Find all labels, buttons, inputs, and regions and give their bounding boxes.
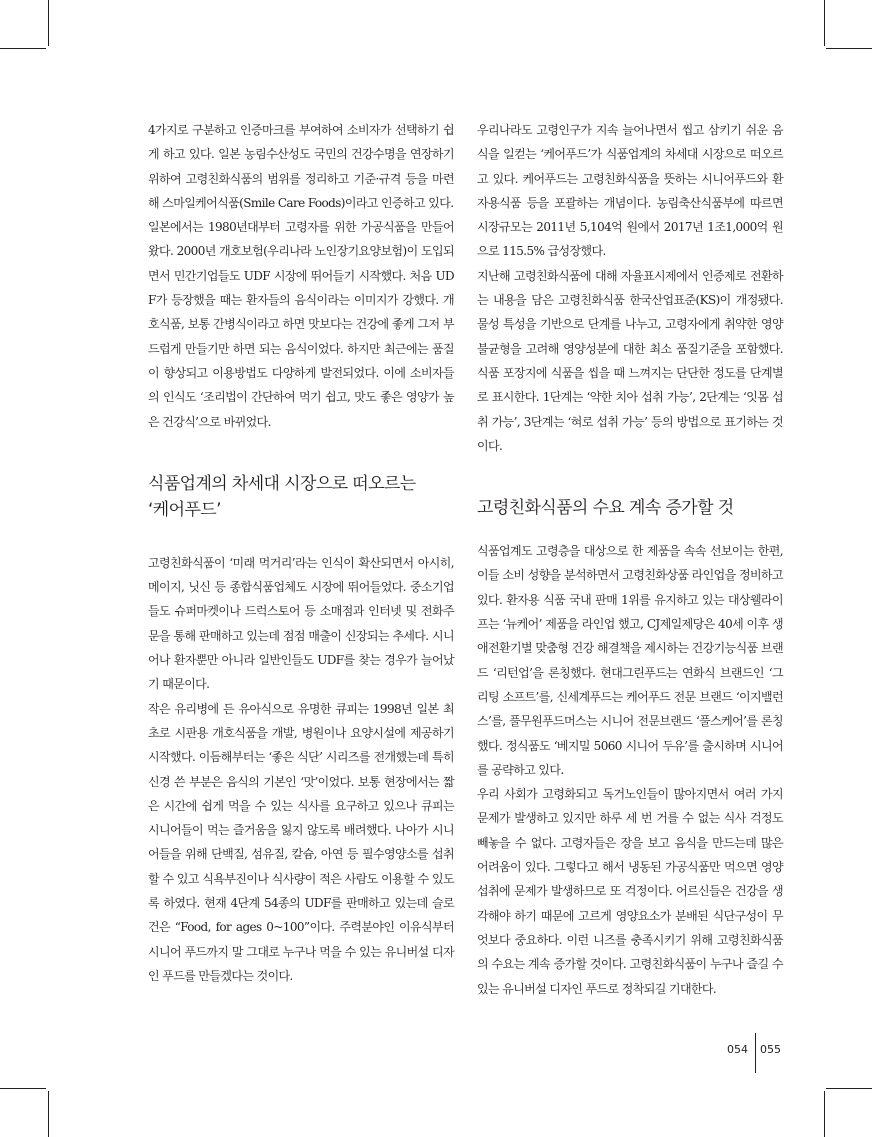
crop-mark bbox=[0, 1088, 46, 1089]
heading-line: ‘케어푸드’ bbox=[148, 499, 221, 520]
crop-mark bbox=[824, 1091, 825, 1137]
body-paragraph: 고령친화식품이 ‘미래 먹거리’라는 인식이 확산되면서 아시히, 메이지, 닛신 등 종합식품업체도 시장에 뛰어들었다. 중소기업들도 슈퍼마켓이나 드럭스토어 등 소매점과 인터넷 및 전화주문을 통해 판매하고 있는데 점점 매출이 신장되는 추세다. 시니어나 환자뿐만 아니라 일반인들도 UDF를 찾는 경우가 늘어났기 때문이다. bbox=[148, 555, 454, 692]
crop-mark bbox=[0, 48, 46, 49]
crop-mark bbox=[48, 1091, 49, 1137]
heading-line: 식품업계의 차세대 시장으로 떠오르는 bbox=[148, 473, 416, 494]
crop-mark bbox=[826, 48, 872, 49]
body-paragraph: 4가지로 구분하고 인증마크를 부여하여 소비자가 선택하기 쉽게 하고 있다. 일본 농림수산성도 국민의 건강수명을 연장하기 위하여 고령친화식품의 범위를 정리하고 기준·규격 등을 마련해 스마일케어식품(Smile Care Foods)이라고 인증하고 있다. bbox=[148, 123, 454, 210]
body-paragraph: 우리 사회가 고령화되고 독거노인들이 많아지면서 여러 가지 문제가 발생하고 있지만 하루 세 번 거를 수 없는 식사 걱정도 빼놓을 수 없다. 고령자들은 장을 보고 음식을 만드는데 많은 어려움이 있다. 그렇다고 해서 냉동된 가공식품만 먹으면 영양섭취에 문제가 발생하므로 또 걱정이다. 어르신들은 건강을 생각해야 하기 때문에 고르게 영양요소가 분배된 식단구성이 무엇보다 중요하다. 이런 니즈를 충족시키기 위해 고령친화식품의 수요는 계속 증가할 것이다. 고령친화식품이 누구나 즐길 수 있는 유니버설 디자인 푸드로 정착되길 기대한다. bbox=[477, 787, 783, 996]
section-heading: 고령친화식품의 수요 계속 증가할 것 bbox=[477, 498, 734, 519]
body-paragraph: 일본에서는 1980년대부터 고령자를 위한 가공식품을 만들어왔다. 2000년 개호보험(우리나라 노인장기요양보험)이 도입되면서 민간기업들도 UDF 시장에 뛰어들기 시작했다. 처음 UDF가 등장했을 때는 환자들의 음식이라는 이미지가 강했다. 개호식품, 보통 간병식이라고 하면 맛보다는 건강에 좋게 그저 부드럽게 만들기만 하면 되는 음식이었다. 하지만 최근에는 품질이 향상되고 이용방법도 다양하게 발전되었다. 이에 소비자들의 인식도 ‘조리법이 간단하여 먹기 쉽고, 맛도 좋은 영양가 높은 건강식’으로 바뀌었다. bbox=[148, 220, 454, 429]
body-paragraph: 우리나라도 고령인구가 지속 늘어나면서 씹고 삼키기 쉬운 음식을 일컫는 ‘케어푸드’가 식품업계의 차세대 시장으로 떠오르고 있다. 케어푸드는 고령친화식품을 뜻하는 시니어푸드와 환자용식품 등을 포괄하는 개념이다. 농림축산식품부에 따르면 시장규모는 2011년 5,104억 원에서 2017년 1조1,000억 원으로 115.5% 급성장했다. bbox=[477, 123, 783, 259]
right-column bbox=[477, 118, 783, 1001]
body-paragraph: 지난해 고령친화식품에 대해 자율표시제에서 인증제로 전환하는 내용을 담은 고령친화식품 한국산업표준(KS)이 개정됐다. 물성 특성을 기반으로 단계를 나누고, 고령자에게 취약한 영양 불균형을 고려해 영양성분에 대한 최소 품질기준을 포함했다. 식품 포장지에 식품을 씹을 때 느껴지는 단단한 정도를 단계별로 표시한다. 1단계는 ‘약한 치아 섭취 가능’, 2단계는 ‘잇몸 섭취 가능’, 3단계는 ‘혀로 섭취 가능’ 등의 방법으로 표기하는 것이다. bbox=[477, 268, 783, 453]
crop-mark bbox=[826, 1088, 872, 1089]
body-paragraph: 작은 유리병에 든 유아식으로 유명한 큐피는 1998년 일본 최초로 시판용 개호식품을 개발, 병원이나 요양시설에 제공하기 시작했다. 이듬해부터는 ‘좋은 식단’ 시리즈를 전개했는데 특히 신경 쓴 부분은 음식의 기본인 ‘맛’이었다. 보통 현장에서는 짧은 시간에 쉽게 먹을 수 있는 식사를 요구하고 있으나 큐피는 시니어들이 먹는 즐거움을 잃지 않도록 배려했다. 나아가 시니어들을 위해 단백질, 섬유질, 칼슘, 아연 등 필수영양소를 섭취할 수 있고 식욕부진이나 식사량이 적은 사람도 이용할 수 있도록 하였다. 현재 4단계 54종의 UDF를 판매하고 있는데 슬로건은 “Food, for ages 0~100”이다. 주력분야인 이유식부터 시니어 푸드까지 말 그대로 누구나 먹을 수 있는 유니버설 디자인 푸드를 만들겠다는 것이다. bbox=[148, 701, 454, 983]
left-column bbox=[148, 118, 454, 988]
crop-mark bbox=[48, 0, 49, 46]
body-paragraph: 식품업계도 고령층을 대상으로 한 제품을 속속 선보이는 한편, 이들 소비 성향을 분석하면서 고령친화상품 라인업을 정비하고 있다. 환자용 식품 국내 판매 1위를 유지하고 있는 대상웰라이프는 ‘뉴케어’ 제품을 라인업 했고, CJ제일제당은 40세 이후 생애전환기별 맞춤형 건강 해결책을 제시하는 건강기능식품 브랜드 ‘리턴업’을 론칭했다. 현대그린푸드는 연화식 브랜드인 ‘그리팅 소프트’를, 신세계푸드는 케어푸드 전문 브랜드 ‘이지밸런스’를, 풀무원푸드머스는 시니어 전문브랜드 ‘풀스케어’를 론칭했다. 정식품도 ‘베지밀 5060 시니어 두유’를 출시하며 시니어를 공략하고 있다. bbox=[477, 544, 783, 777]
section-heading bbox=[148, 471, 454, 523]
page-number-left: 054 bbox=[727, 1043, 748, 1056]
page-number-right: 055 bbox=[760, 1043, 781, 1056]
crop-mark bbox=[824, 0, 825, 46]
page-number-divider bbox=[755, 1033, 756, 1073]
